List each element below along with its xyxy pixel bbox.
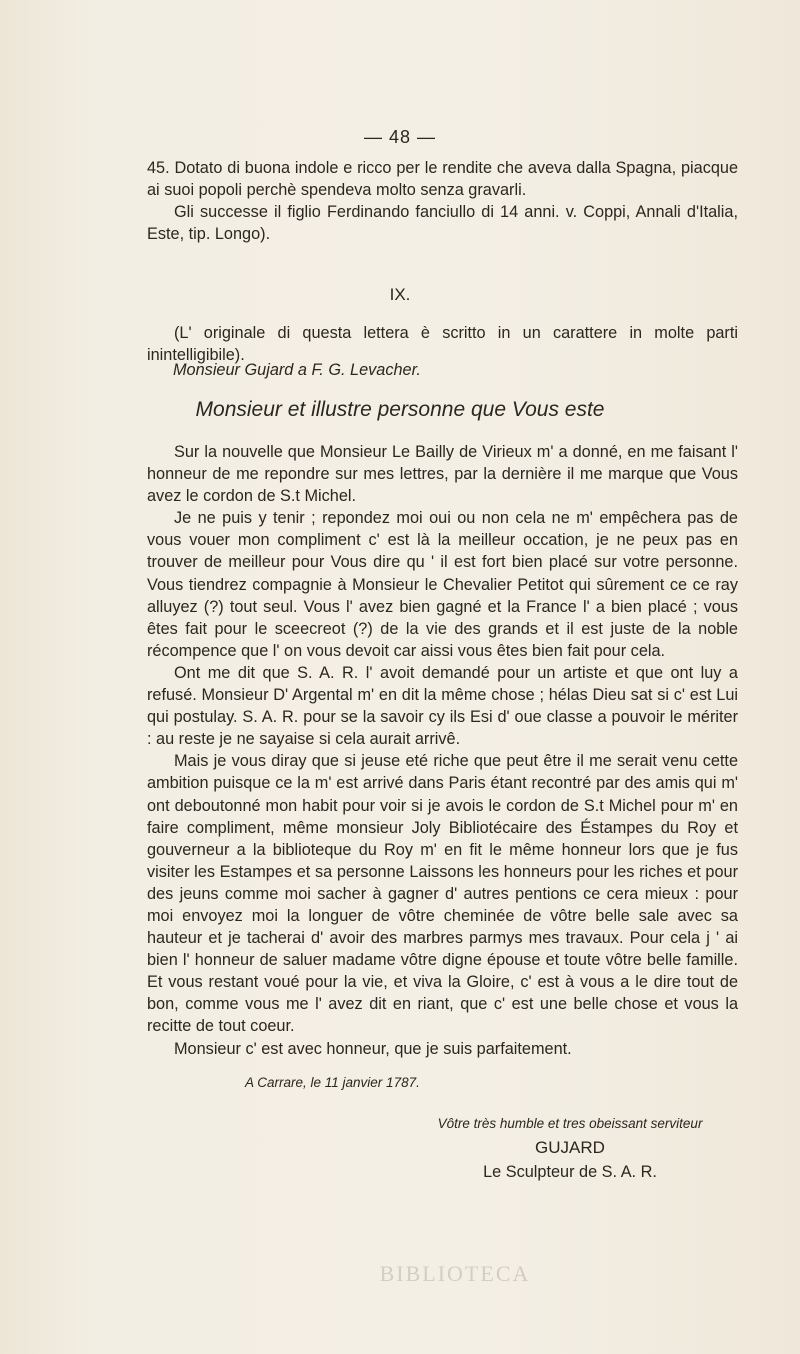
signature-name: GUJARD	[535, 1138, 605, 1157]
letter-body	[147, 441, 738, 1060]
letter-paragraph: Je ne puis y tenir ; repondez moi oui ou non cela ne m' empêchera pas de vous vouer mon compliment c' est là la meilleur occation, je ne peux pas en trouver de meilleur pour Vous dire qu ' il est fort bien placé sur votre personne. Vous tiendrez compagnie à Monsieur le Chevalier Petitot qui sûrement ce ce ray alluyez (?) tout seul. Vous l' avez bien gagné et la France l' a bien placé ; vous êtes fait pour le sceecreot (?) de la vie des grands et il est juste de la noble récompence que l' on vous devoit car aissi vous êtes bien fait pour cela.	[147, 509, 738, 660]
address-line: Monsieur Gujard a F. G. Levacher.	[173, 361, 421, 379]
page-number: — 48 —	[363, 127, 437, 147]
svg-text:BIBLIOTECA: BIBLIOTECA	[379, 1261, 531, 1286]
intro-block	[147, 157, 738, 245]
letter-paragraph: Monsieur c' est avec honneur, que je suis parfaitement.	[174, 1039, 572, 1058]
intro-paragraph: Gli successe il figlio Ferdinando fanciullo di 14 anni. v. Coppi, Annali d'Italia, Este, tip. Longo).	[147, 203, 738, 244]
editor-note: (L' originale di questa lettera è scritto in un carattere in molte parti inintelligibile).	[147, 324, 738, 365]
closing-formula: Vôtre très humble et tres obeissant serviteur	[437, 1116, 703, 1131]
place-date: A Carrare, le 11 janvier 1787.	[245, 1075, 420, 1090]
library-stamp	[330, 1255, 580, 1295]
salutation: Monsieur et illustre personne que Vous este	[195, 398, 605, 421]
signature-title: Le Sculpteur de S. A. R.	[483, 1163, 657, 1181]
intro-paragraph: 45. Dotato di buona indole e ricco per le rendite che aveva dalla Spagna, piacque ai suoi popoli perchè spendeva molto senza gravarli.	[147, 159, 738, 200]
letter-paragraph: Mais je vous diray que si jeuse eté riche que peut être il me serait venu cette ambition puisque ce la m' est arrivé dans Paris étant recontré par des amis qui m' ont deboutonné mon habit pour voir si je avois le cordon de S.t Michel pour m' en faire compliment, même monsieur Joly Bibliotécaire des Éstampes du Roy et gouverneur a la biblioteque du Roy m' en fit le même honneur lors que je fus visiter les Estampes et sa personne Laissons les honneurs pour les riches et pour des jeuns comme moi sacher à gagner d' autres pentions ce cera mieux : pour moi envoyez moi la longuer de vôtre cheminée de vôtre belle sale avec sa hauteur et je tacherai d' avoir des marbres parmys mes travaux. Pour cela j ' ai bien l' honneur de saluer madame vôtre digne épouse et toute vôtre belle famille. Et vous restant voué pour la vie, et viva la Gloire, c' est à vous a le dire tout de bon, comme vous me l' avez dit en riant, que c' est une belle chose et vous la recitte de tout coeur.	[147, 752, 738, 1036]
note-block	[147, 322, 738, 366]
letter-paragraph: Sur la nouvelle que Monsieur Le Bailly de Virieux m' a donné, en me faisant l' honneur de me repondre sur mes lettres, par la dernière il me marque que Vous avez le cordon de S.t Michel.	[147, 443, 738, 506]
section-heading: IX.	[389, 285, 411, 304]
letter-paragraph: Ont me dit que S. A. R. l' avoit demandé pour un artiste et que ont luy a refusé. Monsieur D' Argental m' en dit la même chose ; hélas Dieu sat si c' est Lui qui postulay. S. A. R. pour se la savoir cy ils Esi d' oue classe a pouvoir le mériter : au reste je ne sayaise si cela aurait arrivê.	[147, 663, 738, 749]
